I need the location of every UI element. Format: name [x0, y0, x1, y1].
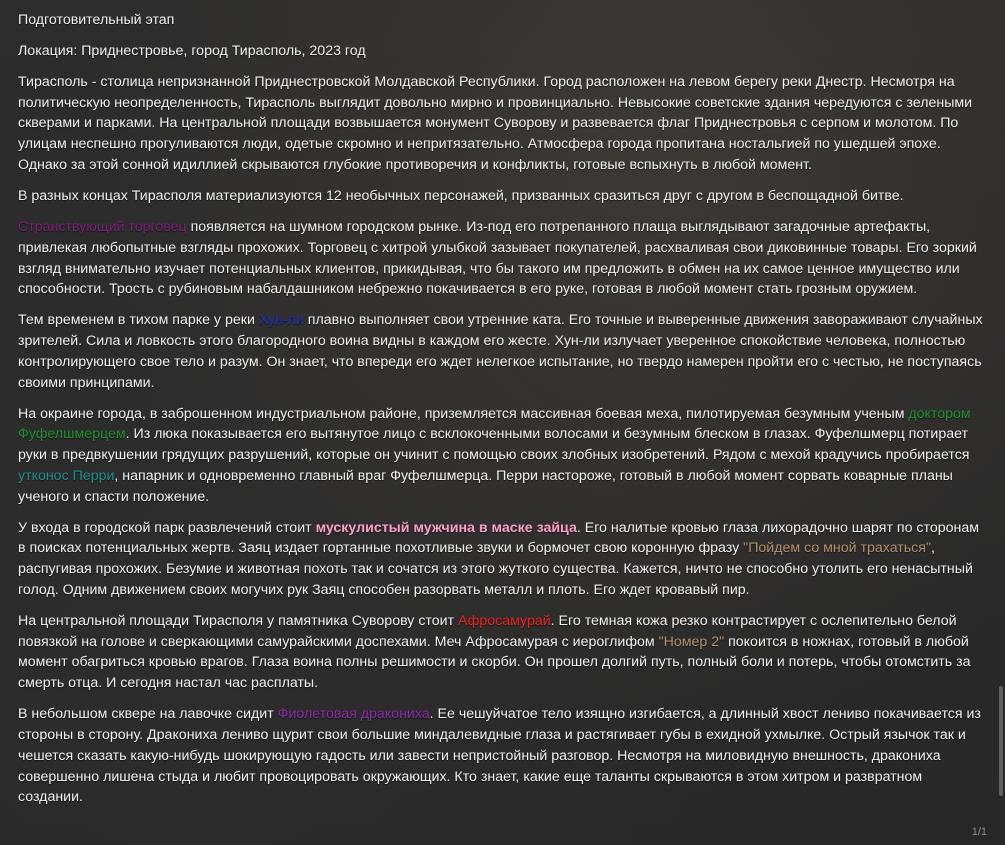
paragraph-dragon-after: . Ее чешуйчатое тело изящно изгибается, а длинный хвост лениво покачивается из стороны в сторону. Дракониха лениво щурит свои большие миндалевидные глаза и растягивает губы в ехидной ухмылке. Острый язычок так и чешется сказать какую-нибудь шокирующую гадость или завести непристойный разговор. Несмотря на миловидную внешность, дракониха совершенно лишена стыда и любит провоцировать окружающих. Кто знает, какие еще таланты скрываются в этом хитром и развратном создании. — [18, 706, 981, 806]
paragraph-rabbit-middle: . Его налитые кровью глаза лихорадочно шарят по сторонам в поисках потенциальных жертв. Заяц издает гортанные похотливые звуки и бормочет свою коронную фразу — [18, 519, 979, 557]
message-body — [18, 10, 986, 818]
scrollbar[interactable] — [997, 0, 1003, 845]
rabbit-quote: "Пойдем со мной трахаться" — [743, 540, 931, 557]
paragraph-doof-after: , напарник и одновременно главный враг Фуфелшмерца. Перри настороже, готовый в любой момент сорвать коварные планы ученого и спасти положение. — [18, 467, 953, 505]
paragraph-intro: Тирасполь - столица непризнанной Приднестровской Молдавской Республики. Город расположен на левом берегу реки Днестр. Несмотря на политическую неопределенность, Тирасполь выглядит довольно мирно и провинциально. Невысокие советские здания чередуются с зелеными скверами и парками. На центральной площади возвышается монумент Суворову и развевается флаг Приднестровья с серпом и молотом. По улицам неспешно прогуливаются люди, одетые скромно и непритязательно. Атмосфера города пропитана ностальгией по ушедшей эпохе. Однако за этой сонной идиллией скрываются глубокие противоречия и конфликты, готовые вспыхнуть в любой момент. — [18, 73, 973, 173]
swipe-counter: 1/1 — [971, 826, 987, 838]
message-location: Локация: Приднестровье, город Тирасполь, 2023 год — [18, 42, 366, 59]
paragraph-dragon — [18, 704, 986, 808]
paragraph-doof-before: На окраине города, в заброшенном индустриальном районе, приземляется массивная боевая меха, пилотируемая безумным ученым — [18, 405, 909, 422]
paragraph-characters: В разных концах Тирасполя материализуются 12 необычных персонажей, призванных сразиться друг с другом в беспощадной битве. — [18, 187, 904, 204]
paragraph-dragon-before: В небольшом сквере на лавочке сидит — [18, 706, 278, 723]
afro-quote: "Номер 2" — [658, 633, 725, 650]
paragraph-merchant — [18, 217, 986, 300]
paragraph-merchant-text: появляется на шумном городском рынке. Из-под его потрепанного плаща выглядывают загадочные артефакты, привлекая любопытные взгляды прохожих. Торговец с хитрой улыбкой зазывает покупателей, расхваливая свои диковинные товары. Его зоркий взгляд внимательно изучает потенциальных клиентов, прикидывая, что бы такого им предложить в обмен на их самое ценное имущество или способности. Трость с рубиновым набалдашником небрежно покачивается в его руке, готовая в любой момент стать грозным оружием. — [18, 219, 977, 298]
paragraph-afro-after: покоится в ножнах, готовый в любой момент обагриться кровью врагов. Глаза воина полны решимости и скорби. Он прошел долгий путь, полный боли и потерь, чтобы отомстить за смерть отца. И сегодня настал час расплаты. — [18, 633, 971, 692]
character-perry: утконос Перри — [18, 467, 115, 484]
paragraph-doof — [18, 404, 986, 508]
message-title: Подготовительный этап — [18, 12, 175, 28]
character-merchant: Странствующий торговец — [18, 219, 187, 236]
character-hunli: Хун-ли — [258, 312, 304, 329]
paragraph-afro-middle: . Его темная кожа резко контрастирует с ослепительно белой повязкой на голове и сверкающими самурайскими доспехами. Меч Афросамурая с иероглифом — [18, 613, 957, 650]
paragraph-rabbit-after: , распугивая прохожих. Безумие и животная похоть так и сочатся из этого жуткого существа. Кажется, ничто не способно утолить его ненасытный голод. Одним движением своих могучих рук Заяц способен разорвать металл и плоть. Его ждет кровавый пир. — [18, 540, 973, 598]
paragraph-hunli-text: плавно выполняет свои утренние ката. Его точные и выверенные движения завораживают случайных зрителей. Сила и ловкость этого благородного воина видны в каждом его жесте. Хун-ли излучает уверенное спокойствие человека, полностью контролирующего свое тело и разум. Он знает, что впереди его ждет нелегкое испытание, но твердо намерен пройти его с честью, не поступаясь своими принципами. — [18, 312, 983, 391]
character-dragon: Фиолетовая дракониха — [277, 706, 430, 723]
paragraph-hunli — [18, 310, 986, 393]
character-rabbit-man: мускулистый мужчина в маске зайца — [315, 519, 577, 536]
character-afrosamurai: Афросамурай — [458, 613, 551, 630]
paragraph-rabbit — [18, 518, 986, 601]
paragraph-afro-before: На центральной площади Тирасполя у памятника Суворову стоит — [18, 613, 459, 630]
character-doofenshmirtz: доктором Фуфелшмерцем — [18, 405, 971, 443]
paragraph-afro — [18, 611, 986, 694]
paragraph-hunli-before: Тем временем в тихом парке у реки — [18, 312, 259, 329]
scrollbar-thumb[interactable] — [999, 686, 1003, 796]
paragraph-rabbit-before: У входа в городской парк развлечений стоит — [18, 519, 316, 536]
paragraph-doof-middle: . Из люка показывается его вытянутое лицо с всклокоченными волосами и безумным блеском в глазах. Фуфелшмерц потирает руки в предвкушении грядущих разрушений, которые он учинит с помощью своих злобных изобретений. Рядом с мехой крадучись пробирается — [18, 426, 970, 464]
